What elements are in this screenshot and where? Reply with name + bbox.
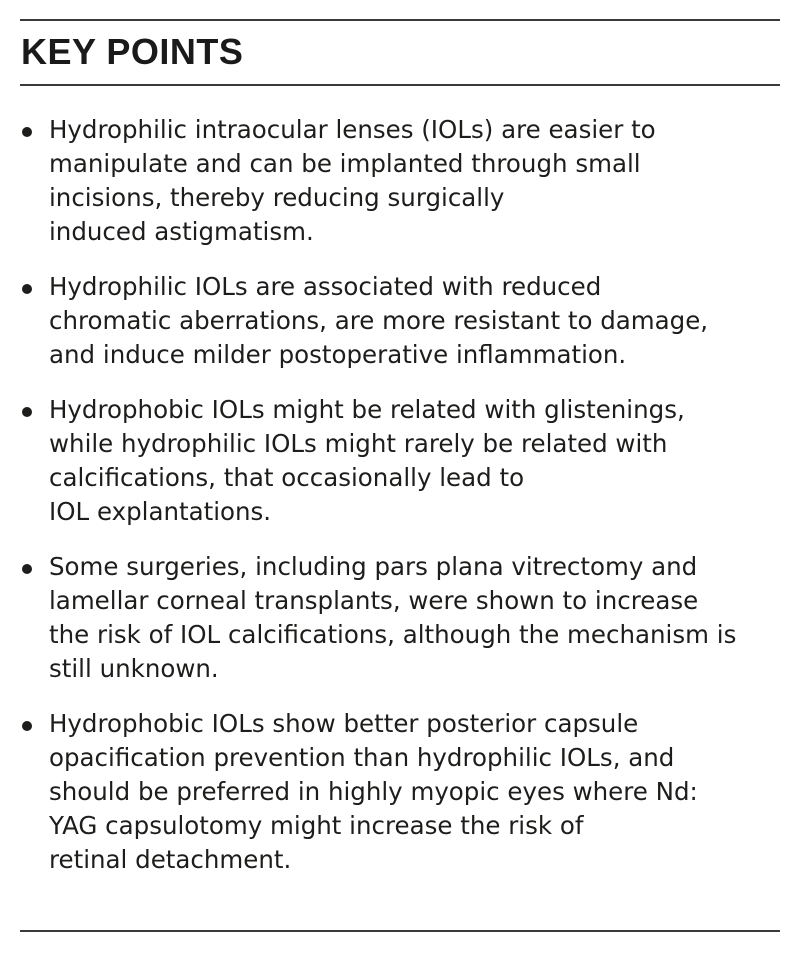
top-divider bbox=[20, 19, 780, 21]
key-point-line: Some surgeries, including pars plana vitrectomy and bbox=[49, 552, 698, 581]
key-point-line: manipulate and can be implanted through small bbox=[49, 149, 641, 178]
bottom-divider bbox=[20, 930, 780, 932]
key-point-2 bbox=[0, 270, 789, 372]
key-point-line: while hydrophilic IOLs might rarely be related with bbox=[49, 429, 668, 458]
key-point-line: lamellar corneal transplants, were shown to increase bbox=[49, 586, 699, 615]
key-point-line: Hydrophilic intraocular lenses (IOLs) are easier to bbox=[49, 115, 656, 144]
key-point-line: Hydrophilic IOLs are associated with reduced bbox=[49, 272, 602, 301]
bullet-icon bbox=[22, 721, 32, 731]
key-point-line: opacification prevention than hydrophilic IOLs, and bbox=[49, 743, 675, 772]
key-point-3 bbox=[0, 393, 789, 529]
key-point-line: IOL explantations. bbox=[49, 497, 272, 526]
heading-divider bbox=[20, 84, 780, 86]
section-heading: KEY POINTS bbox=[21, 31, 244, 72]
key-point-line: YAG capsulotomy might increase the risk of bbox=[49, 811, 584, 840]
key-points-list bbox=[0, 113, 800, 898]
key-point-line: the risk of IOL calcifications, although the mechanism is bbox=[49, 620, 737, 649]
key-point-line: retinal detachment. bbox=[49, 845, 292, 874]
key-point-line: should be preferred in highly myopic eyes where Nd: bbox=[49, 777, 698, 806]
key-point-line: Hydrophobic IOLs show better posterior capsule bbox=[49, 709, 639, 738]
key-point-line: induced astigmatism. bbox=[49, 217, 314, 246]
bullet-icon bbox=[22, 127, 32, 137]
key-point-line: calcifications, that occasionally lead to bbox=[49, 463, 525, 492]
bullet-icon bbox=[22, 407, 32, 417]
key-point-4 bbox=[0, 550, 789, 686]
key-point-5 bbox=[0, 707, 789, 877]
key-point-line: incisions, thereby reducing surgically bbox=[49, 183, 505, 212]
key-point-1 bbox=[0, 113, 789, 249]
bullet-icon bbox=[22, 564, 32, 574]
key-point-line: still unknown. bbox=[49, 654, 219, 683]
key-point-line: and induce milder postoperative inflammation. bbox=[49, 340, 627, 369]
key-point-line: chromatic aberrations, are more resistant to damage, bbox=[49, 306, 709, 335]
bullet-icon bbox=[22, 284, 32, 294]
key-point-line: Hydrophobic IOLs might be related with glistenings, bbox=[49, 395, 685, 424]
